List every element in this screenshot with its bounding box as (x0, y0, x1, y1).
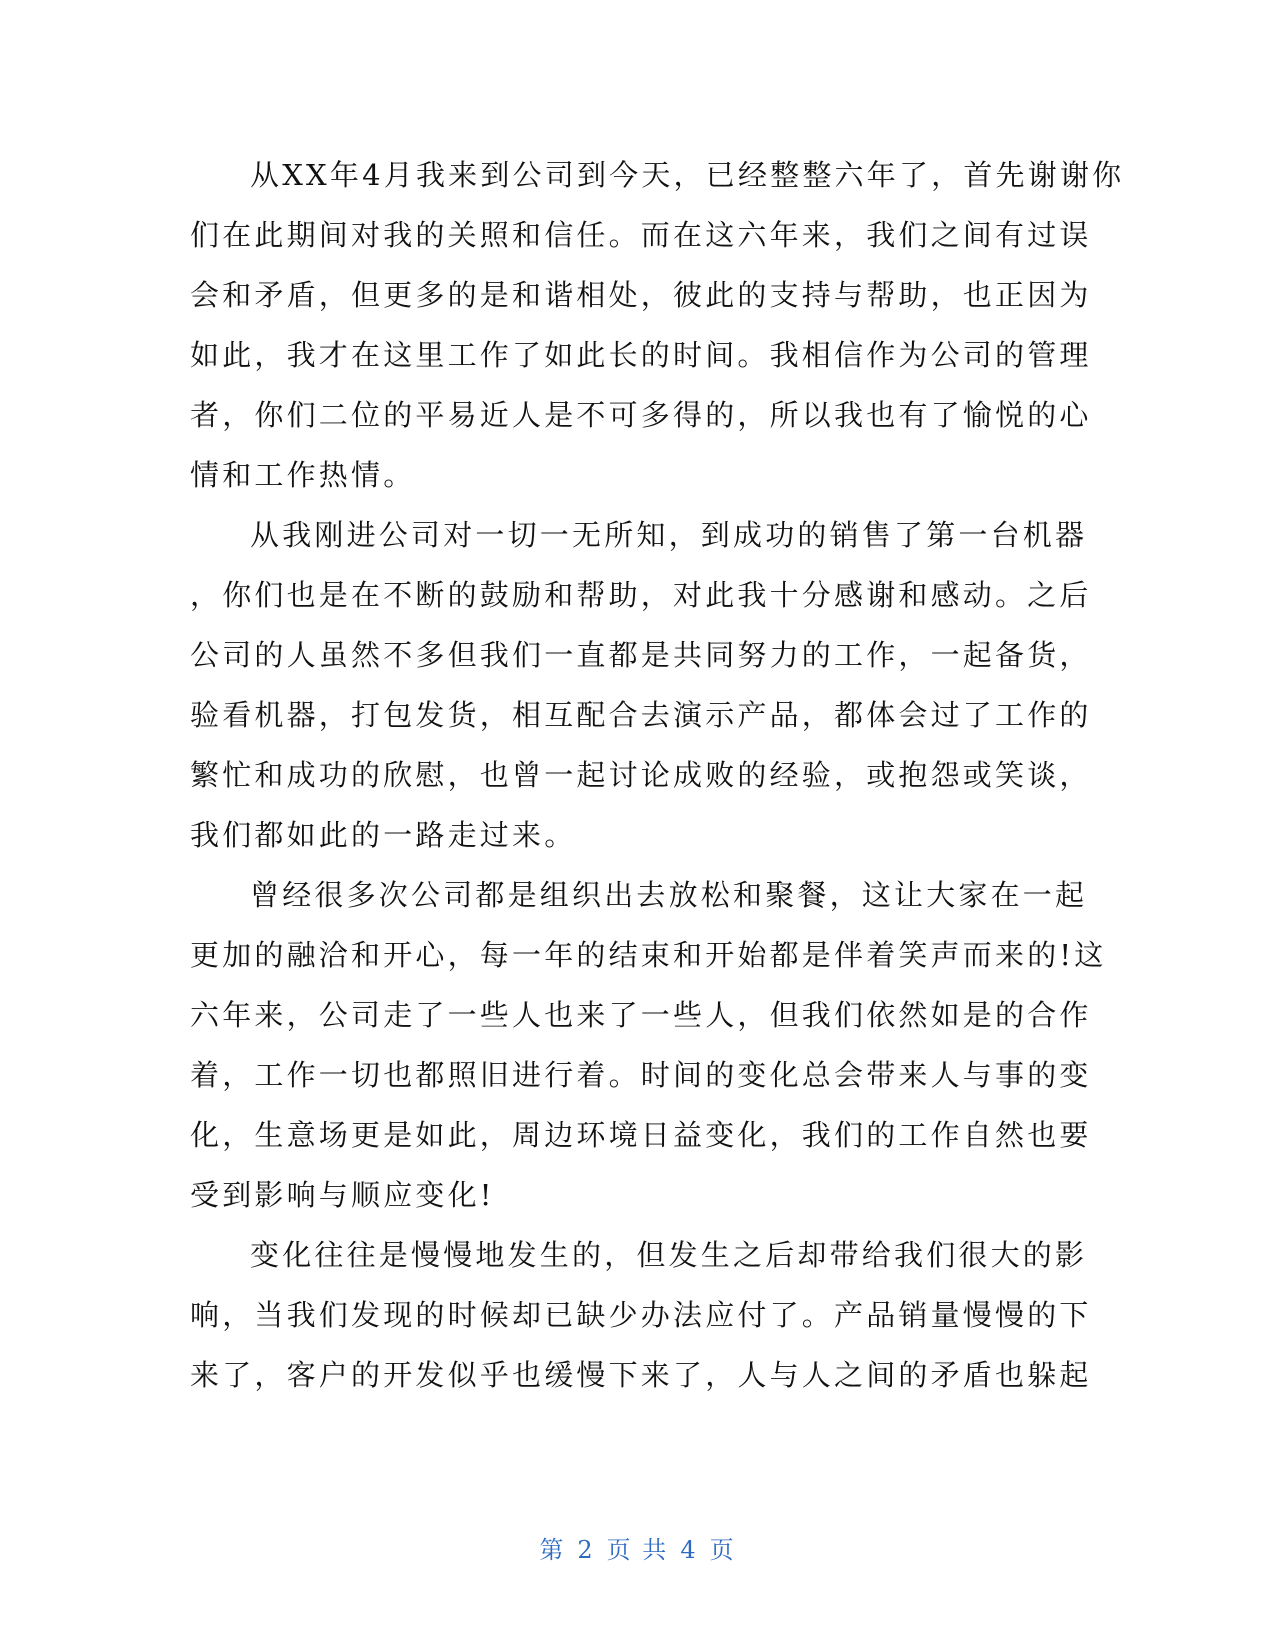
text-line: 来了，客户的开发似乎也缓慢下来了，人与人之间的矛盾也躲起 (190, 1358, 1092, 1392)
text-line: ，你们也是在不断的鼓励和帮助，对此我十分感谢和感动。之后 (190, 578, 1092, 612)
text-line: 情和工作热情。 (190, 458, 416, 492)
text-line: 更加的融洽和开心，每一年的结束和开始都是伴着笑声而来的!这 (190, 938, 1107, 972)
text-line: 验看机器，打包发货，相互配合去演示产品，都体会过了工作的 (190, 698, 1092, 732)
footer-suffix: 页 (709, 1536, 736, 1564)
text-line: 公司的人虽然不多但我们一直都是共同努力的工作，一起备货， (190, 638, 1092, 672)
text-line: 响，当我们发现的时候却已缺少办法应付了。产品销量慢慢的下 (190, 1298, 1092, 1332)
text-line: 曾经很多次公司都是组织出去放松和聚餐，这让大家在一起 (250, 878, 1088, 912)
text-line: 繁忙和成功的欣慰，也曾一起讨论成败的经验，或抱怨或笑谈， (190, 758, 1092, 792)
body-text (190, 145, 1125, 1405)
text-line: 着，工作一切也都照旧进行着。时间的变化总会带来人与事的变 (190, 1058, 1092, 1092)
text-line: 我们都如此的一路走过来。 (190, 818, 577, 852)
page-footer (0, 1530, 1275, 1565)
text-line: 会和矛盾，但更多的是和谐相处，彼此的支持与帮助，也正因为 (190, 278, 1092, 312)
text-line: 化，生意场更是如此，周边环境日益变化，我们的工作自然也要 (190, 1118, 1092, 1152)
text-line: 们在此期间对我的关照和信任。而在这六年来，我们之间有过误 (190, 218, 1092, 252)
footer-prefix: 第 (539, 1536, 566, 1564)
footer-page-number: 2 (577, 1536, 595, 1564)
text-line: 者，你们二位的平易近人是不可多得的，所以我也有了愉悦的心 (190, 398, 1092, 432)
text-line: 从我刚进公司对一切一无所知，到成功的销售了第一台机器 (250, 518, 1088, 552)
text-line: 变化往往是慢慢地发生的，但发生之后却带给我们很大的影 (250, 1238, 1088, 1272)
text-line: 六年来，公司走了一些人也来了一些人，但我们依然如是的合作 (190, 998, 1092, 1032)
footer-total-pages: 4 (680, 1536, 698, 1564)
text-line: 受到影响与顺应变化! (190, 1178, 495, 1212)
footer-middle: 页 共 (606, 1536, 669, 1564)
text-line: 如此，我才在这里工作了如此长的时间。我相信作为公司的管理 (190, 338, 1092, 372)
text-line: 从XX年4月我来到公司到今天，已经整整六年了，首先谢谢你 (250, 158, 1125, 192)
